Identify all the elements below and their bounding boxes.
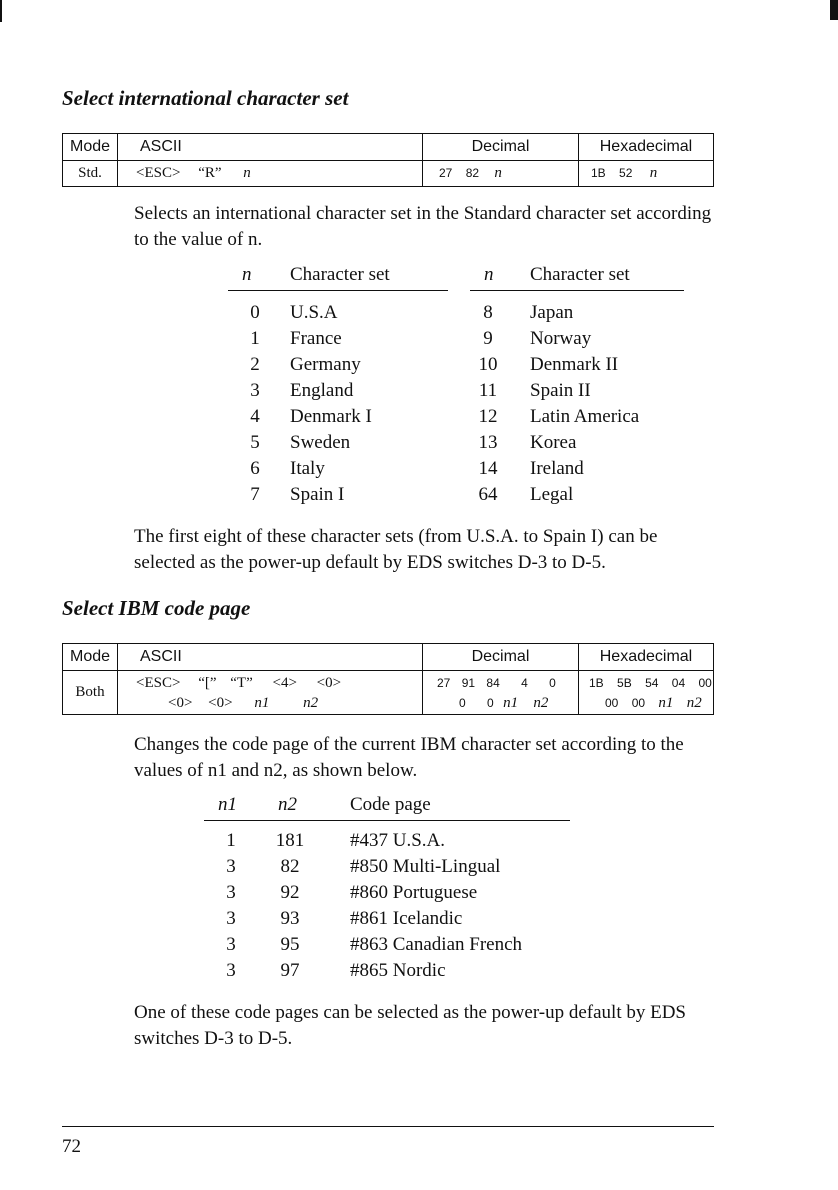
codepage-name: #863 Canadian French <box>350 934 523 955</box>
codepage-n2: 92 <box>280 882 300 903</box>
charset-header-name-2: Character set <box>530 264 630 285</box>
charset-header-name: Character set <box>290 264 390 285</box>
decimal-token: 84 <box>486 675 500 690</box>
page-number: 72 <box>62 1136 81 1157</box>
hex-token: 54 <box>645 675 659 690</box>
codepage-n2: 95 <box>280 934 300 955</box>
codepage-name: #861 Icelandic <box>350 908 463 929</box>
footer-rule <box>62 1126 714 1127</box>
decimal-token: n2 <box>533 694 549 711</box>
codepage-name: #865 Nordic <box>350 960 446 981</box>
codepage-n1: 3 <box>226 856 236 877</box>
table-cell-ascii <box>118 671 423 715</box>
decimal-token: 27 <box>437 675 451 690</box>
charset-n: 4 <box>250 406 260 427</box>
hex-token: n1 <box>658 694 674 711</box>
decimal-token: 0 <box>459 695 466 710</box>
codepage-n2: 93 <box>280 908 300 929</box>
charset-n: 0 <box>250 302 260 323</box>
codepage-header-rule <box>204 820 570 821</box>
codepage-name: #850 Multi-Lingual <box>350 856 501 877</box>
charset-name: Sweden <box>290 432 351 453</box>
decimal-token: 27 <box>439 166 453 180</box>
charset-header-n: n <box>242 264 252 285</box>
codepage-name: #860 Portuguese <box>350 882 478 903</box>
codepage-n1: 3 <box>226 882 236 903</box>
hex-token: n <box>649 165 658 181</box>
charset-n: 13 <box>478 432 498 453</box>
codepage-n2: 97 <box>280 960 300 981</box>
codepage-n2: 181 <box>275 830 305 851</box>
codepage-header-page: Code page <box>350 794 431 815</box>
charset-n: 7 <box>250 484 260 505</box>
charset-name: Ireland <box>530 458 584 479</box>
charset-n: 2 <box>250 354 260 375</box>
codepage-n1: 1 <box>226 830 236 851</box>
charset-n: 14 <box>478 458 498 479</box>
decimal-token: n1 <box>503 694 519 711</box>
charset-name: Legal <box>530 484 574 505</box>
hex-token: 1B <box>591 166 606 180</box>
decimal-token: 4 <box>521 675 528 690</box>
charset-name: Spain II <box>530 380 591 401</box>
section-heading-charset: Select international character set <box>62 86 349 110</box>
charset-header-rule <box>228 290 448 291</box>
table-cell-mode: Both <box>63 671 118 715</box>
charset-name: Germany <box>290 354 361 375</box>
charset-name: France <box>290 328 342 349</box>
command-table-ibm <box>62 643 714 715</box>
charset-name: Denmark II <box>530 354 619 375</box>
charset-n: 1 <box>250 328 260 349</box>
charset-name: U.S.A <box>290 302 338 323</box>
table-cell-decimal <box>423 161 579 187</box>
charset-n: 3 <box>250 380 260 401</box>
decimal-token: 91 <box>461 675 476 690</box>
decimal-token: 0 <box>487 695 494 710</box>
table-header-hexadecimal: Hexadecimal <box>579 134 714 161</box>
table-header-mode: Mode <box>63 134 118 161</box>
charset-name: Latin America <box>530 406 640 427</box>
ascii-token: <ESC> <box>136 674 181 691</box>
charset-header-n-2: n <box>484 264 494 285</box>
codepage-lookup-table <box>204 794 584 994</box>
charset-n: 64 <box>478 484 498 505</box>
decimal-token: n <box>494 165 502 181</box>
command-table-charset <box>62 133 714 187</box>
charset-n: 10 <box>478 354 498 375</box>
charset-lookup-table <box>228 264 708 514</box>
ascii-token: n1 <box>254 694 270 711</box>
charset-n: 9 <box>483 328 493 349</box>
ascii-token: <4> <box>272 674 297 691</box>
table-header-decimal: Decimal <box>423 644 579 671</box>
table-header-decimal: Decimal <box>423 134 579 161</box>
charset-name: Denmark I <box>290 406 372 427</box>
charset-name: Italy <box>290 458 325 479</box>
hex-token: 00 <box>698 675 712 690</box>
charset-name: Spain I <box>290 484 345 505</box>
hex-token: 52 <box>619 166 633 180</box>
table-cell-hex <box>579 161 714 187</box>
codepage-name: #437 U.S.A. <box>350 830 446 851</box>
registration-mark-right <box>830 0 838 20</box>
table-cell-mode: Std. <box>63 161 118 187</box>
table-header-mode: Mode <box>63 644 118 671</box>
ascii-token: “[” <box>198 674 217 691</box>
charset-name: England <box>290 380 354 401</box>
ascii-token: <0> <box>316 674 342 691</box>
section-heading-ibm: Select IBM code page <box>62 596 251 620</box>
ascii-token: <ESC> <box>136 165 181 181</box>
codepage-n2: 82 <box>280 856 300 877</box>
charset-note: The first eight of these character sets (from U.S.A. to Spain I) can be selected as the power-up default by EDS switches D-3 to D-5. <box>134 526 658 573</box>
ascii-token: “T” <box>230 674 253 691</box>
table-header-hexadecimal: Hexadecimal <box>579 644 714 671</box>
hex-token: 5B <box>617 675 632 690</box>
codepage-header-n1: n1 <box>218 794 237 815</box>
codepage-n1: 3 <box>226 934 236 955</box>
ascii-token: n2 <box>303 694 319 711</box>
hex-token: 00 <box>605 695 619 710</box>
hex-token: n2 <box>686 694 702 711</box>
table-cell-decimal <box>423 671 579 715</box>
codepage-n1: 3 <box>226 908 236 929</box>
decimal-token: 82 <box>465 166 480 180</box>
charset-n: 12 <box>478 406 498 427</box>
hex-token: 1B <box>589 675 604 690</box>
charset-header-rule-2 <box>470 290 684 291</box>
charset-n: 8 <box>483 302 493 323</box>
ascii-token: <0> <box>168 694 193 711</box>
hex-token: 04 <box>671 675 686 690</box>
decimal-token: 0 <box>549 675 556 690</box>
table-header-ascii: ASCII <box>118 644 423 671</box>
table-header-ascii: ASCII <box>118 134 423 161</box>
codepage-n1: 3 <box>226 960 236 981</box>
codepage-note: One of these code pages can be selected as the power-up default by EDS switches D-3 to D-5. <box>134 1002 686 1049</box>
ascii-token: n <box>243 165 251 181</box>
charset-name: Korea <box>530 432 577 453</box>
codepage-header-n2: n2 <box>278 794 297 815</box>
table-cell-ascii <box>118 161 423 187</box>
codepage-description: Changes the code page of the current IBM character set according to the values of n1 and n2, as shown below. <box>134 734 684 781</box>
ascii-token: <0> <box>208 694 233 711</box>
ascii-token: “R” <box>198 165 222 181</box>
charset-name: Norway <box>530 328 592 349</box>
registration-mark-left <box>0 0 2 22</box>
charset-n: 5 <box>250 432 260 453</box>
charset-n: 6 <box>250 458 260 479</box>
hex-token: 00 <box>631 695 646 710</box>
charset-name: Japan <box>530 302 574 323</box>
table-cell-hex <box>579 671 714 715</box>
charset-description: Selects an international character set in the Standard character set according to the value of n. <box>134 203 712 250</box>
charset-n: 11 <box>478 380 498 401</box>
